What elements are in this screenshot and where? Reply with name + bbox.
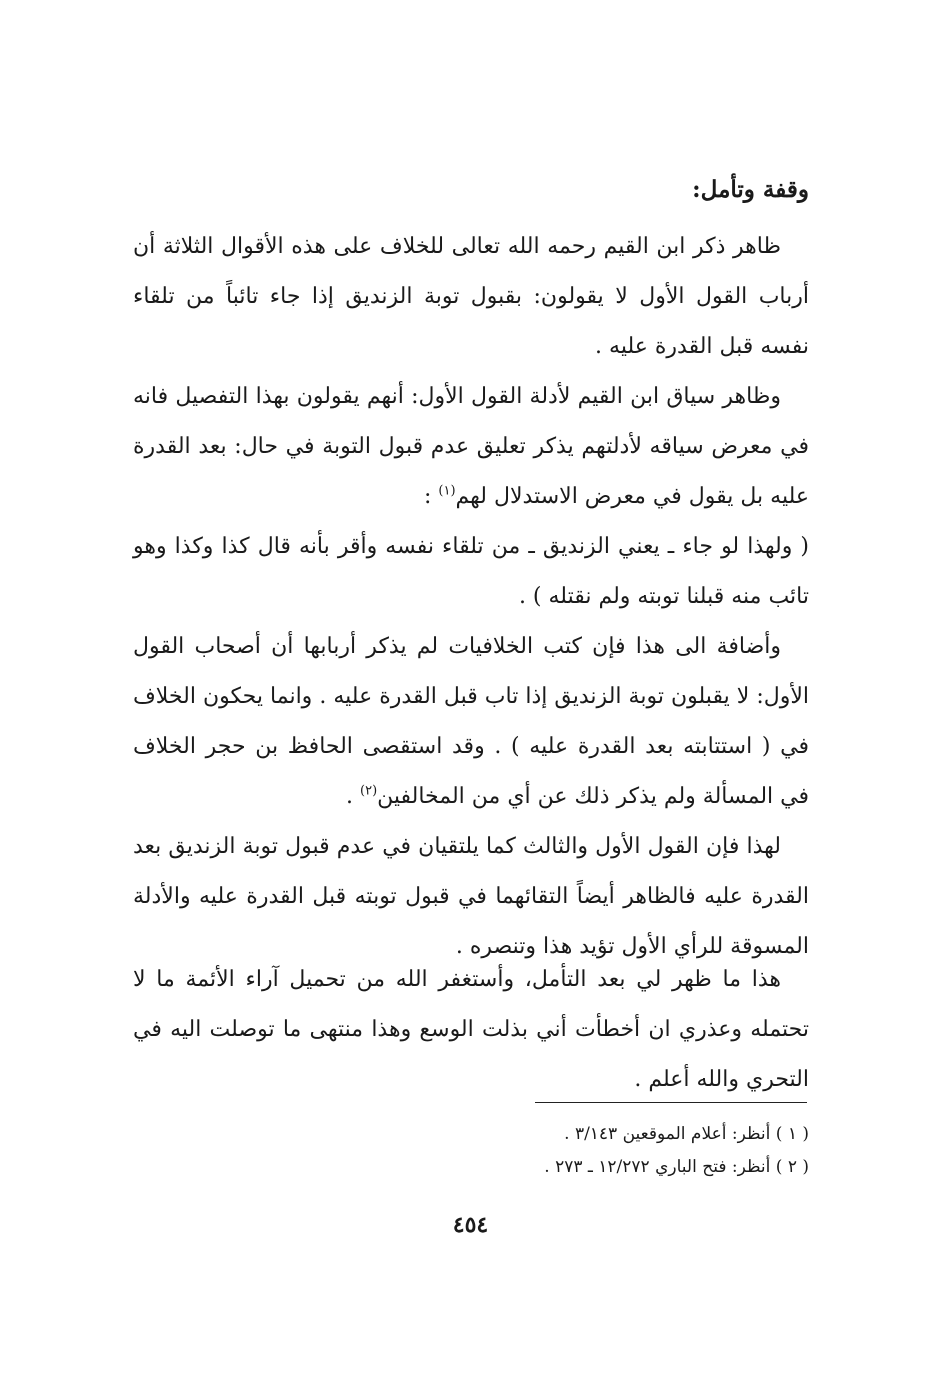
- paragraph-2-end: :: [423, 484, 432, 509]
- paragraph-5: [133, 822, 809, 972]
- footnote-divider: [535, 1102, 807, 1103]
- paragraph-3-text: ( ولهذا لو جاء ـ يعني الزنديق ـ من تلقاء نفسه وأقر بأنه قال كذا وكذا وهو تائب منه قبلنا توبته ولم نقتله ) .: [133, 534, 809, 609]
- paragraph-5-text: لهذا فإن القول الأول والثالث كما يلتقيان في عدم قبول توبة الزنديق بعد القدرة عليه فالظاهر أيضاً التقائهما في قبول توبته قبل القدرة عليه والأدلة المسوقة للرأي الأول تؤيد هذا وتنصره .: [133, 834, 809, 959]
- footnote-ref-1: (١): [438, 483, 456, 499]
- page-number: ٤٥٤: [452, 1212, 489, 1238]
- paragraph-1: [133, 222, 809, 372]
- footnote-2: ( ٢ ) أنظر: فتح الباري ١٢/٢٧٢ ـ ٢٧٣ .: [544, 1157, 809, 1177]
- paragraph-6-text: هذا ما ظهر لي بعد التأمل، وأستغفر الله من تحميل آراء الأئمة ما لا تحتمله وعذري ان أخطأت أني بذلت الوسع وهذا منتهى ما توصلت اليه في التحري والله أعلم .: [133, 967, 809, 1092]
- paragraph-2-text: [133, 372, 809, 522]
- section-heading: وقفة وتأمل:: [692, 176, 809, 203]
- paragraph-4-end: .: [346, 784, 353, 809]
- footnote-1: ( ١ ) أنظر: أعلام الموقعين ٣/١٤٣ .: [564, 1124, 809, 1144]
- paragraph-4-body: وأضافة الى هذا فإن كتب الخلافيات لم يذكر أربابها أن أصحاب القول الأول: لا يقبلون توبة الزنديق إذا تاب قبل القدرة عليه . وانما يحكون الخلاف في ( استتابته بعد القدرة عليه ) . وقد استقصى الحافظ بن حجر الخلاف في المسألة ولم يذكر ذلك عن أي من المخالفين: [133, 634, 809, 809]
- paragraph-4: [133, 622, 809, 822]
- paragraph-3-quote: [133, 522, 809, 622]
- footnote-ref-2: (٢): [360, 783, 378, 799]
- paragraph-1-text: ظاهر ذكر ابن القيم رحمه الله تعالى للخلاف على هذه الأقوال الثلاثة أن أرباب القول الأول لا يقولون: بقبول توبة الزنديق إذا جاء تائباً من تلقاء نفسه قبل القدرة عليه .: [133, 234, 809, 359]
- paragraph-4-text: [133, 622, 809, 822]
- paragraph-2-body: وظاهر سياق ابن القيم لأدلة القول الأول: أنهم يقولون بهذا التفصيل فانه في معرض سياقه لأدلتهم يذكر تعليق عدم قبول التوبة في حال: بعد القدرة عليه بل يقول في معرض الاستدلال لهم: [133, 384, 809, 509]
- paragraph-6: [133, 955, 809, 1105]
- paragraph-2: [133, 372, 809, 522]
- footnotes: [133, 1118, 809, 1184]
